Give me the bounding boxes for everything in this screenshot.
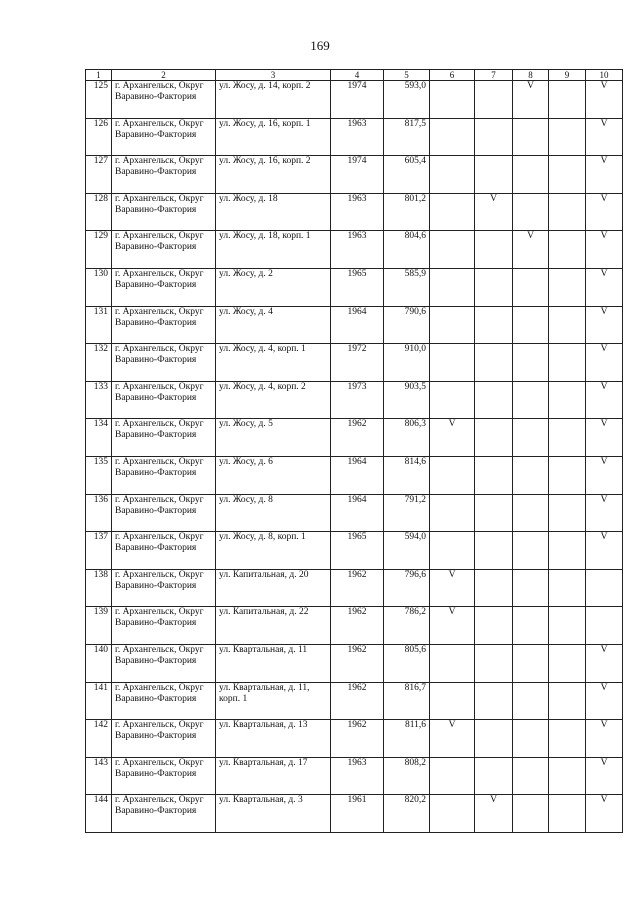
mark-col-9 [549,682,586,720]
address-cell: ул. Жосу, д. 14, корп. 2 [216,81,331,119]
mark-col-6 [430,193,475,231]
mark-col-8 [513,607,549,645]
area-cell: 796,6 [384,569,430,607]
location-cell: г. Архангельск, Округ Варавино-Фактория [112,682,216,720]
mark-col-10: V [586,118,623,156]
mark-col-8 [513,682,549,720]
mark-col-9 [549,268,586,306]
mark-col-8 [513,456,549,494]
mark-col-6: V [430,569,475,607]
mark-col-6 [430,156,475,194]
row-number: 137 [86,532,112,570]
mark-col-9 [549,381,586,419]
mark-col-7 [475,607,513,645]
address-cell: ул. Жосу, д. 4, корп. 1 [216,344,331,382]
housing-registry-table [85,69,623,833]
year-cell: 1964 [331,494,384,532]
location-cell: г. Архангельск, Округ Варавино-Фактория [112,569,216,607]
row-number: 143 [86,757,112,795]
row-number: 130 [86,268,112,306]
mark-col-9 [549,532,586,570]
mark-col-8 [513,757,549,795]
mark-col-8 [513,118,549,156]
year-cell: 1963 [331,757,384,795]
table-row [86,757,623,795]
location-cell: г. Архангельск, Округ Варавино-Фактория [112,644,216,682]
mark-col-8 [513,268,549,306]
address-cell: ул. Капитальная, д. 22 [216,607,331,645]
column-header: 5 [384,70,430,81]
table-row [86,419,623,457]
mark-col-9 [549,757,586,795]
row-number: 139 [86,607,112,645]
year-cell: 1962 [331,569,384,607]
mark-col-10: V [586,456,623,494]
mark-col-6 [430,118,475,156]
mark-col-9 [549,720,586,758]
address-cell: ул. Квартальная, д. 13 [216,720,331,758]
mark-col-9 [549,231,586,269]
mark-col-7 [475,644,513,682]
table-row [86,156,623,194]
area-cell: 790,6 [384,306,430,344]
row-number: 136 [86,494,112,532]
location-cell: г. Архангельск, Округ Варавино-Фактория [112,118,216,156]
row-number: 132 [86,344,112,382]
row-number: 129 [86,231,112,269]
area-cell: 801,2 [384,193,430,231]
year-cell: 1973 [331,381,384,419]
mark-col-9 [549,607,586,645]
mark-col-7 [475,569,513,607]
table-body [86,81,623,833]
mark-col-10: V [586,795,623,833]
mark-col-7 [475,494,513,532]
mark-col-9 [549,419,586,457]
mark-col-10: V [586,268,623,306]
mark-col-7 [475,456,513,494]
year-cell: 1974 [331,156,384,194]
area-cell: 594,0 [384,532,430,570]
location-cell: г. Архангельск, Округ Варавино-Фактория [112,81,216,119]
address-cell: ул. Квартальная, д. 17 [216,757,331,795]
location-cell: г. Архангельск, Округ Варавино-Фактория [112,268,216,306]
mark-col-10: V [586,156,623,194]
location-cell: г. Архангельск, Округ Варавино-Фактория [112,381,216,419]
area-cell: 786,2 [384,607,430,645]
column-header: 8 [513,70,549,81]
mark-col-6 [430,344,475,382]
mark-col-6 [430,381,475,419]
mark-col-10: V [586,494,623,532]
table-row [86,720,623,758]
address-cell: ул. Квартальная, д. 11 [216,644,331,682]
year-cell: 1962 [331,419,384,457]
table-row [86,306,623,344]
mark-col-9 [549,494,586,532]
location-cell: г. Архангельск, Округ Варавино-Фактория [112,193,216,231]
location-cell: г. Архангельск, Округ Варавино-Фактория [112,494,216,532]
area-cell: 585,9 [384,268,430,306]
table-row [86,381,623,419]
mark-col-9 [549,644,586,682]
row-number: 138 [86,569,112,607]
table-row [86,494,623,532]
mark-col-10: V [586,682,623,720]
row-number: 140 [86,644,112,682]
column-header: 4 [331,70,384,81]
address-cell: ул. Жосу, д. 5 [216,419,331,457]
column-header: 6 [430,70,475,81]
year-cell: 1962 [331,682,384,720]
table-row [86,682,623,720]
column-header: 7 [475,70,513,81]
mark-col-6 [430,532,475,570]
mark-col-6: V [430,419,475,457]
table-header [86,70,623,81]
mark-col-8 [513,795,549,833]
mark-col-10: V [586,419,623,457]
mark-col-6: V [430,720,475,758]
address-cell: ул. Жосу, д. 8, корп. 1 [216,532,331,570]
column-header: 10 [586,70,623,81]
mark-col-8 [513,720,549,758]
mark-col-7 [475,306,513,344]
row-number: 142 [86,720,112,758]
mark-col-9 [549,344,586,382]
area-cell: 903,5 [384,381,430,419]
address-cell: ул. Жосу, д. 2 [216,268,331,306]
mark-col-7 [475,81,513,119]
mark-col-8 [513,306,549,344]
mark-col-9 [549,156,586,194]
area-cell: 805,6 [384,644,430,682]
address-cell: ул. Жосу, д. 16, корп. 2 [216,156,331,194]
mark-col-10: V [586,720,623,758]
mark-col-8: V [513,81,549,119]
table-row [86,231,623,269]
area-cell: 804,6 [384,231,430,269]
mark-col-8 [513,419,549,457]
address-cell: ул. Жосу, д. 6 [216,456,331,494]
row-number: 134 [86,419,112,457]
mark-col-8 [513,644,549,682]
mark-col-6 [430,644,475,682]
mark-col-8: V [513,231,549,269]
table-row [86,532,623,570]
table-row [86,193,623,231]
area-cell: 817,5 [384,118,430,156]
table-row [86,344,623,382]
mark-col-7 [475,118,513,156]
table-row [86,795,623,833]
mark-col-7 [475,231,513,269]
location-cell: г. Архангельск, Округ Варавино-Фактория [112,306,216,344]
location-cell: г. Архангельск, Округ Варавино-Фактория [112,757,216,795]
year-cell: 1961 [331,795,384,833]
mark-col-9 [549,193,586,231]
year-cell: 1964 [331,456,384,494]
column-header: 2 [112,70,216,81]
location-cell: г. Архангельск, Округ Варавино-Фактория [112,795,216,833]
address-cell: ул. Жосу, д. 4 [216,306,331,344]
row-number: 127 [86,156,112,194]
mark-col-10: V [586,757,623,795]
row-number: 128 [86,193,112,231]
row-number: 131 [86,306,112,344]
location-cell: г. Архангельск, Округ Варавино-Фактория [112,720,216,758]
location-cell: г. Архангельск, Округ Варавино-Фактория [112,231,216,269]
mark-col-7 [475,419,513,457]
address-cell: ул. Квартальная, д. 11, корп. 1 [216,682,331,720]
mark-col-9 [549,569,586,607]
mark-col-7 [475,381,513,419]
mark-col-10: V [586,381,623,419]
row-number: 144 [86,795,112,833]
mark-col-9 [549,81,586,119]
header-row [86,70,623,81]
table-row [86,644,623,682]
year-cell: 1962 [331,644,384,682]
page-number: 169 [310,38,330,53]
location-cell: г. Архангельск, Округ Варавино-Фактория [112,456,216,494]
mark-col-6 [430,306,475,344]
row-number: 133 [86,381,112,419]
mark-col-6 [430,81,475,119]
table-row [86,81,623,119]
table-row [86,569,623,607]
year-cell: 1974 [331,81,384,119]
mark-col-7: V [475,795,513,833]
mark-col-10: V [586,344,623,382]
mark-col-8 [513,532,549,570]
year-cell: 1962 [331,720,384,758]
table-row [86,268,623,306]
mark-col-10: V [586,532,623,570]
mark-col-7 [475,757,513,795]
year-cell: 1972 [331,344,384,382]
location-cell: г. Архангельск, Округ Варавино-Фактория [112,419,216,457]
year-cell: 1962 [331,607,384,645]
mark-col-10 [586,569,623,607]
column-header: 9 [549,70,586,81]
mark-col-10: V [586,231,623,269]
location-cell: г. Архангельск, Округ Варавино-Фактория [112,344,216,382]
mark-col-10: V [586,193,623,231]
mark-col-10 [586,607,623,645]
mark-col-10: V [586,644,623,682]
column-header: 1 [86,70,112,81]
area-cell: 808,2 [384,757,430,795]
mark-col-6 [430,494,475,532]
address-cell: ул. Жосу, д. 8 [216,494,331,532]
mark-col-10: V [586,306,623,344]
column-header: 3 [216,70,331,81]
mark-col-6 [430,456,475,494]
year-cell: 1963 [331,231,384,269]
table-row [86,607,623,645]
year-cell: 1965 [331,532,384,570]
area-cell: 593,0 [384,81,430,119]
mark-col-7: V [475,193,513,231]
year-cell: 1965 [331,268,384,306]
table-row [86,456,623,494]
mark-col-6: V [430,607,475,645]
mark-col-6 [430,231,475,269]
mark-col-6 [430,268,475,306]
area-cell: 811,6 [384,720,430,758]
area-cell: 605,4 [384,156,430,194]
mark-col-9 [549,795,586,833]
address-cell: ул. Жосу, д. 16, корп. 1 [216,118,331,156]
address-cell: ул. Квартальная, д. 3 [216,795,331,833]
mark-col-8 [513,193,549,231]
address-cell: ул. Жосу, д. 18 [216,193,331,231]
mark-col-9 [549,456,586,494]
mark-col-8 [513,381,549,419]
mark-col-7 [475,156,513,194]
year-cell: 1964 [331,306,384,344]
address-cell: ул. Жосу, д. 4, корп. 2 [216,381,331,419]
location-cell: г. Архангельск, Округ Варавино-Фактория [112,607,216,645]
area-cell: 806,3 [384,419,430,457]
mark-col-6 [430,795,475,833]
address-cell: ул. Жосу, д. 18, корп. 1 [216,231,331,269]
row-number: 125 [86,81,112,119]
area-cell: 910,0 [384,344,430,382]
mark-col-6 [430,682,475,720]
mark-col-7 [475,720,513,758]
location-cell: г. Архангельск, Округ Варавино-Фактория [112,156,216,194]
mark-col-7 [475,344,513,382]
mark-col-8 [513,156,549,194]
address-cell: ул. Капитальная, д. 20 [216,569,331,607]
row-number: 141 [86,682,112,720]
mark-col-8 [513,569,549,607]
area-cell: 814,6 [384,456,430,494]
mark-col-7 [475,682,513,720]
mark-col-9 [549,306,586,344]
mark-col-6 [430,757,475,795]
mark-col-10: V [586,81,623,119]
mark-col-7 [475,268,513,306]
mark-col-7 [475,532,513,570]
mark-col-8 [513,494,549,532]
table-row [86,118,623,156]
location-cell: г. Архангельск, Округ Варавино-Фактория [112,532,216,570]
area-cell: 791,2 [384,494,430,532]
year-cell: 1963 [331,193,384,231]
mark-col-8 [513,344,549,382]
area-cell: 820,2 [384,795,430,833]
year-cell: 1963 [331,118,384,156]
area-cell: 816,7 [384,682,430,720]
row-number: 135 [86,456,112,494]
mark-col-9 [549,118,586,156]
row-number: 126 [86,118,112,156]
